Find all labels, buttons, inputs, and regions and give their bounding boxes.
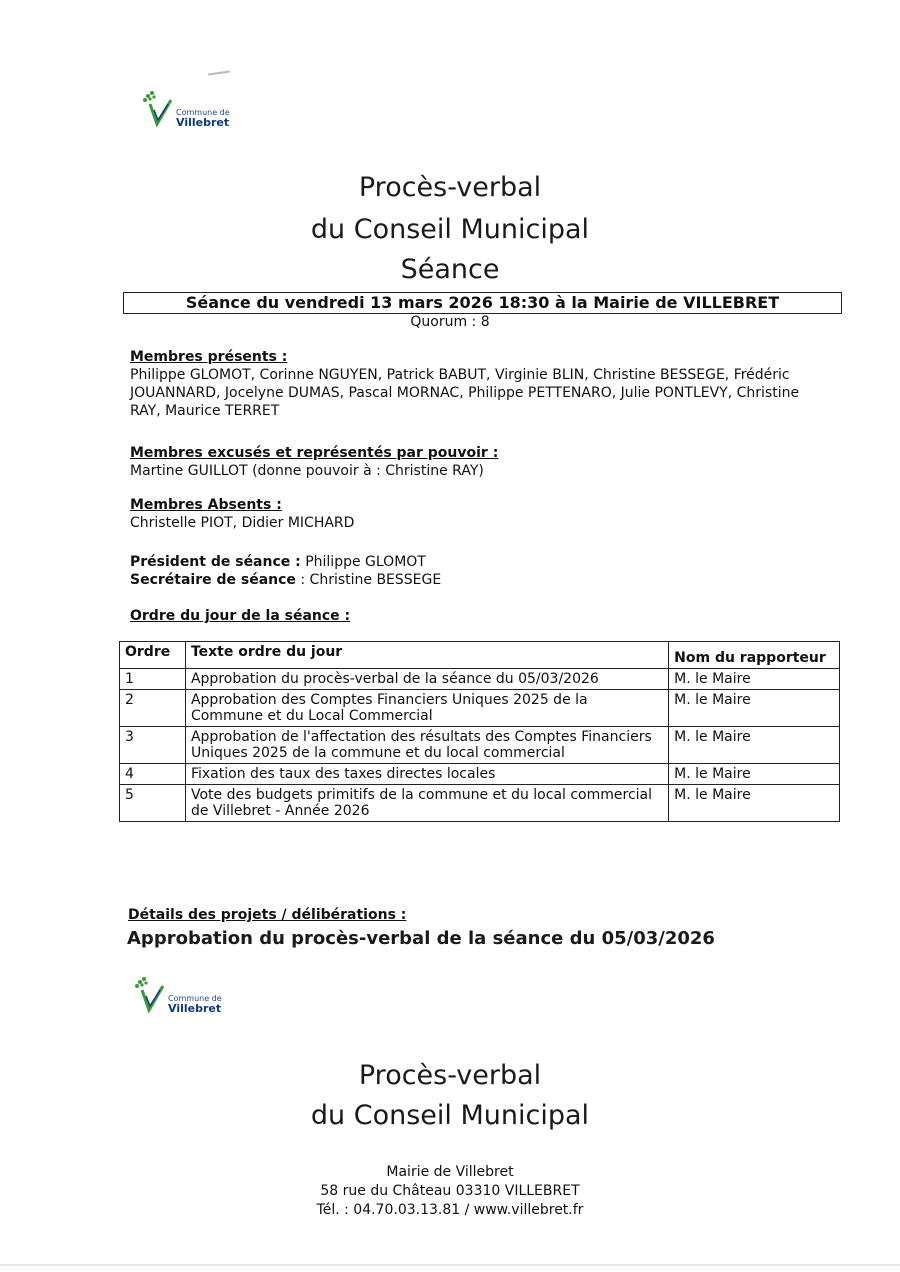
logo-name: Villebret <box>176 116 230 129</box>
quorum: Quorum : 8 <box>410 314 490 330</box>
address-line-1: Mairie de Villebret <box>386 1164 514 1180</box>
row-rapporteur: M. le Maire <box>669 690 840 727</box>
scan-artifact <box>208 70 230 75</box>
villebret-emblem-icon <box>140 90 174 128</box>
president-name: Philippe GLOMOT <box>305 554 426 570</box>
row-order: 3 <box>120 727 186 764</box>
logo-name: Villebret <box>168 1002 222 1015</box>
address-line-3: Tél. : 04.70.03.13.81 / www.villebret.fr <box>316 1202 584 1218</box>
table-row <box>120 690 840 727</box>
agenda-table <box>119 641 840 822</box>
row-text: Approbation du procès-verbal de la séance du 05/03/2026 <box>185 669 668 690</box>
page2-title-line1: Procès-verbal <box>358 1060 542 1091</box>
members-present-heading: Membres présents : <box>130 349 288 365</box>
secretary-name: : Christine BESSEGE <box>300 572 442 588</box>
col-header-text: Texte ordre du jour <box>185 642 668 669</box>
col-header-order: Ordre <box>120 642 186 669</box>
page2-title-line2: du Conseil Municipal <box>310 1100 590 1131</box>
president-label: Président de séance : <box>130 554 301 570</box>
row-rapporteur: M. le Maire <box>669 669 840 690</box>
members-absent-names: Christelle PIOT, Didier MICHARD <box>130 515 355 531</box>
president-row <box>130 553 426 571</box>
page-title-line1: Procès-verbal <box>358 172 542 203</box>
table-row <box>120 764 840 785</box>
table-row <box>120 669 840 690</box>
logo-subtitle: Commune de <box>168 994 222 1003</box>
details-first-title: Approbation du procès-verbal de la séance du 05/03/2026 <box>127 928 715 949</box>
row-rapporteur: M. le Maire <box>669 785 840 822</box>
members-excused-heading: Membres excusés et représentés par pouvoir : <box>130 445 499 461</box>
row-order: 5 <box>120 785 186 822</box>
villebret-emblem-icon <box>132 976 166 1014</box>
members-present-names: Philippe GLOMOT, Corinne NGUYEN, Patrick BABUT, Virginie BLIN, Christine BESSEGE, Frédéric JOUANNARD, Jocelyne DUMAS, Pascal MORNAC, Philippe PETTENARO, Julie PONTLEVY, Christine RAY, Maurice TERRET <box>130 367 800 419</box>
members-excused-section <box>130 444 810 480</box>
page-title-line3: Séance <box>400 254 500 285</box>
members-absent-heading: Membres Absents : <box>130 497 282 513</box>
row-text: Vote des budgets primitifs de la commune et du local commercial de Villebret - Année 2026 <box>185 785 668 822</box>
members-excused-names: Martine GUILLOT (donne pouvoir à : Christine RAY) <box>130 463 484 479</box>
page-title-line2: du Conseil Municipal <box>310 214 590 245</box>
commune-logo-2 <box>132 976 222 1014</box>
row-rapporteur: M. le Maire <box>669 727 840 764</box>
table-row <box>120 785 840 822</box>
commune-logo <box>140 90 230 128</box>
session-banner: Séance du vendredi 13 mars 2026 18:30 à la Mairie de VILLEBRET <box>123 292 842 314</box>
row-text: Approbation des Comptes Financiers Uniques 2025 de la Commune et du Local Commercial <box>185 690 668 727</box>
col-header-rapporteur: Nom du rapporteur <box>669 642 840 669</box>
row-rapporteur: M. le Maire <box>669 764 840 785</box>
members-absent-section <box>130 496 810 532</box>
row-order: 4 <box>120 764 186 785</box>
row-text: Approbation de l'affectation des résultats des Comptes Financiers Uniques 2025 de la commune et du local commercial <box>185 727 668 764</box>
row-text: Fixation des taux des taxes directes locales <box>185 764 668 785</box>
row-order: 1 <box>120 669 186 690</box>
scan-artifact-line <box>0 1264 900 1266</box>
agenda-heading-wrap <box>130 607 810 625</box>
details-heading: Détails des projets / délibérations : <box>128 907 407 923</box>
agenda-header-row <box>120 642 840 669</box>
row-order: 2 <box>120 690 186 727</box>
secretary-label: Secrétaire de séance <box>130 572 296 588</box>
members-present-section <box>130 348 810 420</box>
agenda-heading: Ordre du jour de la séance : <box>130 608 351 624</box>
secretary-row <box>130 571 441 589</box>
table-row <box>120 727 840 764</box>
mairie-address <box>0 1163 900 1220</box>
logo-subtitle: Commune de <box>176 108 230 117</box>
address-line-2: 58 rue du Château 03310 VILLEBRET <box>320 1183 580 1199</box>
